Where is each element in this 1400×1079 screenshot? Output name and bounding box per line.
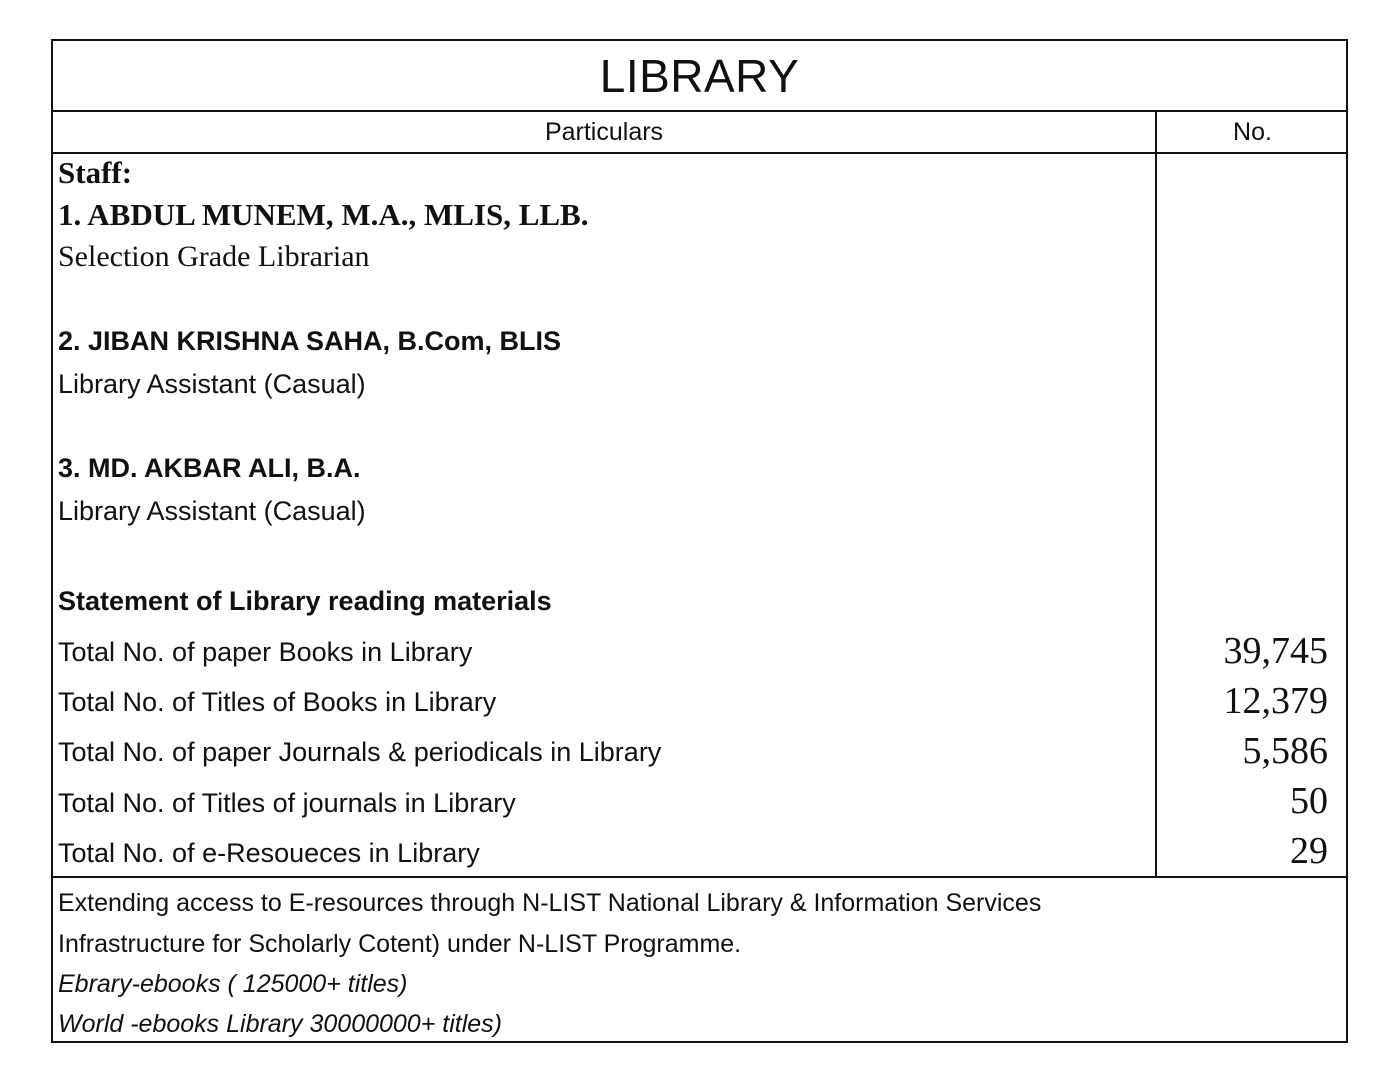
header-no: No. xyxy=(1233,118,1272,146)
staff-member-3-role: Library Assistant (Casual) xyxy=(58,496,366,526)
header-particulars: Particulars xyxy=(544,118,664,146)
statement-row-label: Total No. of e-Resoueces in Library xyxy=(58,838,480,868)
footer-note-line-4: World -ebooks Library 30000000+ titles) xyxy=(58,1010,502,1038)
statement-row-value: 50 xyxy=(1290,780,1328,822)
staff-member-3-name: 3. MD. AKBAR ALI, B.A. xyxy=(58,453,361,483)
library-table xyxy=(51,39,1348,1043)
table-title: LIBRARY xyxy=(53,41,1346,112)
statement-row-value: 29 xyxy=(1290,830,1328,872)
staff-member-1-name: 1. ABDUL MUNEM, M.A., MLIS, LLB. xyxy=(58,197,589,232)
staff-member-2-name: 2. JIBAN KRISHNA SAHA, B.Com, BLIS xyxy=(58,326,562,356)
footer-note-line-2: Infrastructure for Scholarly Cotent) under N-LIST Programme. xyxy=(58,930,742,958)
footer-divider xyxy=(53,876,1346,878)
statement-row-value: 5,586 xyxy=(1242,730,1328,772)
statement-row-label: Total No. of Titles of Books in Library xyxy=(58,687,497,717)
statement-row-value: 39,745 xyxy=(1223,630,1328,672)
staff-heading: Staff: xyxy=(58,155,133,190)
statement-row-value: 12,379 xyxy=(1223,680,1328,722)
table-header-row xyxy=(53,112,1346,154)
statement-row-label: Total No. of paper Journals & periodicals in Library xyxy=(58,737,662,767)
footer-note-line-3: Ebrary-ebooks ( 125000+ titles) xyxy=(58,970,408,998)
staff-member-1-role: Selection Grade Librarian xyxy=(58,240,370,273)
column-divider xyxy=(1155,112,1157,878)
staff-member-2-role: Library Assistant (Casual) xyxy=(58,369,366,399)
statement-row-label: Total No. of paper Books in Library xyxy=(58,637,473,667)
statement-row-label: Total No. of Titles of journals in Library xyxy=(58,788,516,818)
footer-note-line-1: Extending access to E-resources through N-LIST National Library & Information Services xyxy=(58,889,1042,917)
statement-heading: Statement of Library reading materials xyxy=(58,586,552,616)
